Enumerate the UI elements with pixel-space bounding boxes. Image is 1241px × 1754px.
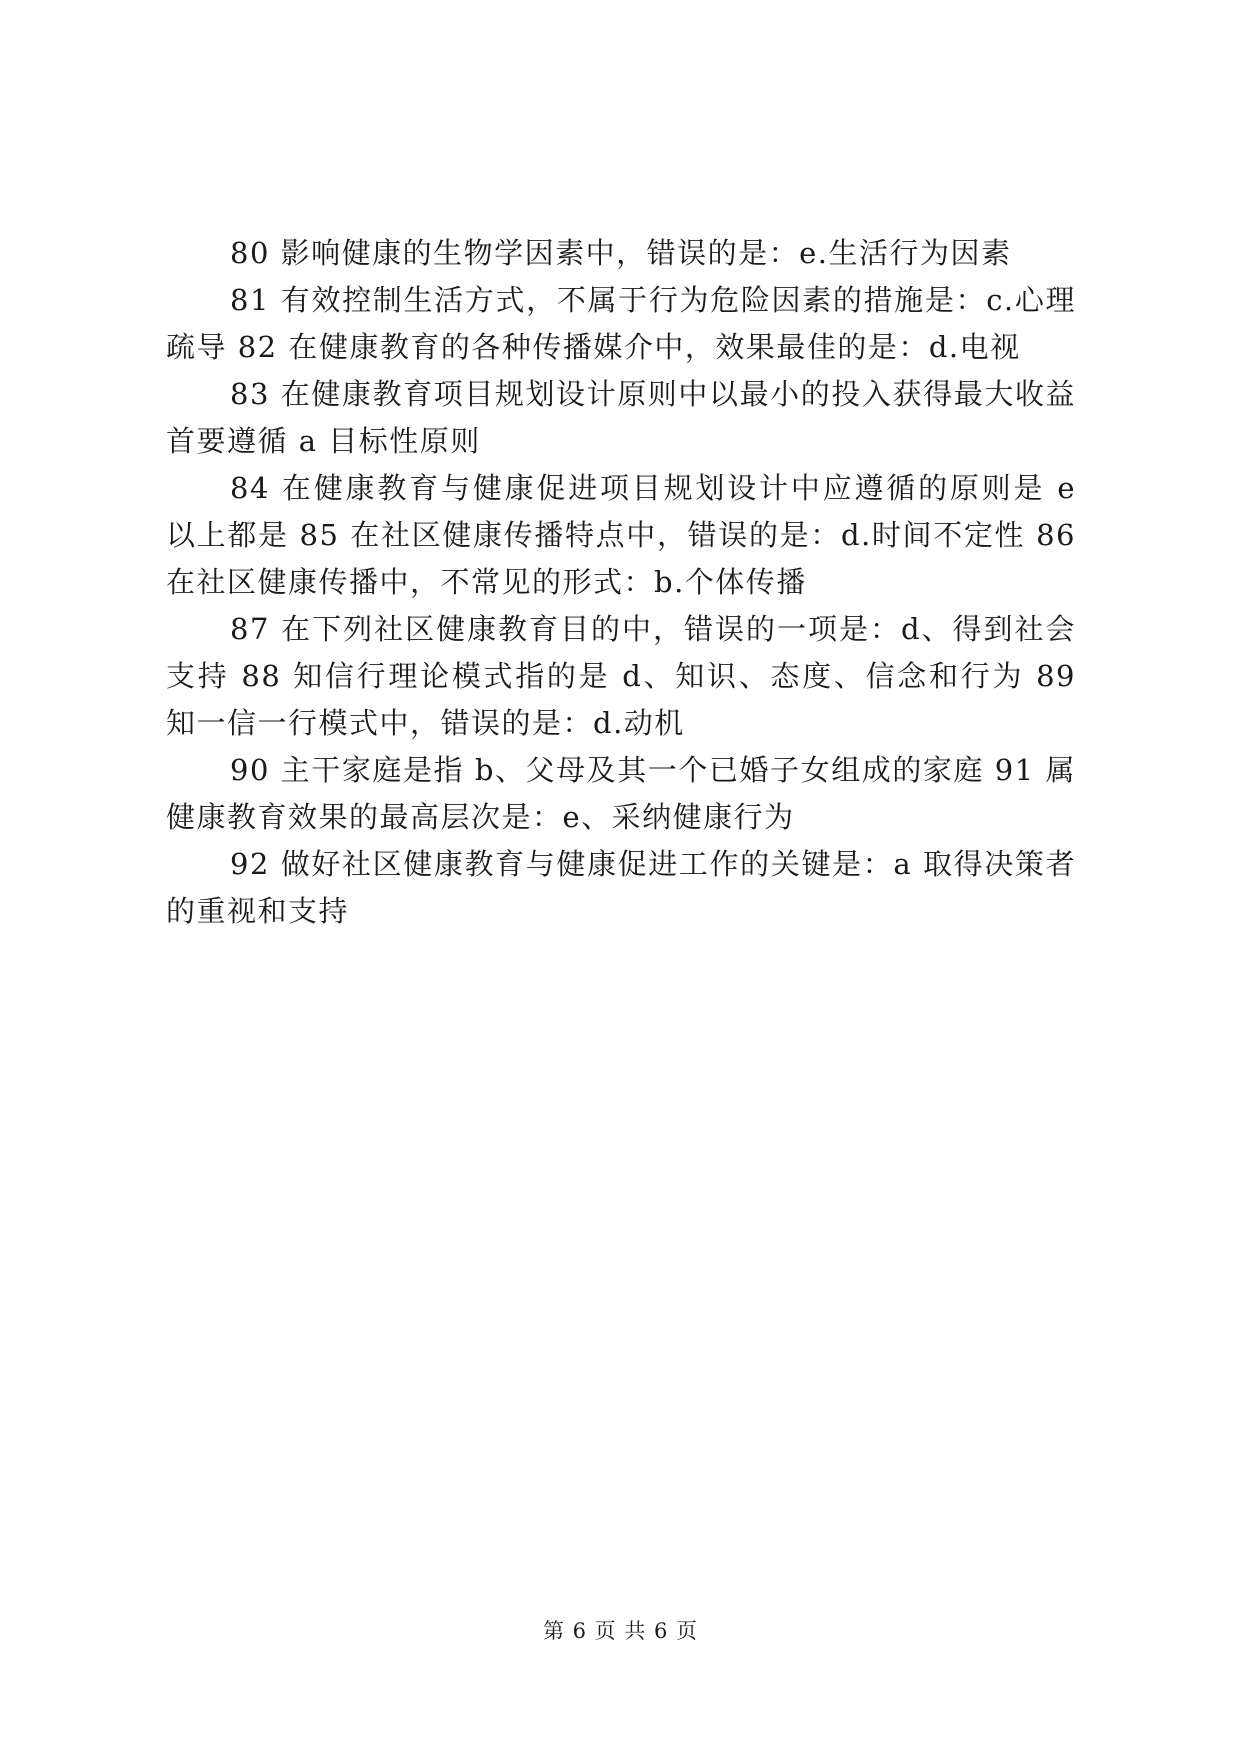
paragraph-83: 83 在健康教育项目规划设计原则中以最小的投入获得最大收益首要遵循 a 目标性原则 <box>166 377 1076 458</box>
paragraph-81-82: 81 有效控制生活方式，不属于行为危险因素的措施是：c.心理疏导 82 在健康教育的各种传播媒介中，效果最佳的是：d.电视 <box>166 283 1076 364</box>
paragraph-90-91: 90 主干家庭是指 b、父母及其一个已婚子女组成的家庭 91 属健康教育效果的最高层次是：e、采纳健康行为 <box>166 753 1076 834</box>
paragraph-87-89: 87 在下列社区健康教育目的中，错误的一项是：d、得到社会支持 88 知信行理论模式指的是 d、知识、态度、信念和行为 89 知一信一行模式中，错误的是：d.动机 <box>166 612 1076 740</box>
paragraph-92: 92 做好社区健康教育与健康促进工作的关键是：a 取得决策者的重视和支持 <box>166 847 1076 928</box>
page-number-footer: 第 6 页 共 6 页 <box>542 1619 699 1643</box>
document-body <box>166 230 1076 935</box>
paragraph-80: 80 影响健康的生物学因素中，错误的是：e.生活行为因素 <box>230 236 1012 270</box>
paragraph-84-86: 84 在健康教育与健康促进项目规划设计中应遵循的原则是 e 以上都是 85 在社区健康传播特点中，错误的是：d.时间不定性 86 在社区健康传播中，不常见的形式：b.个体传播 <box>166 471 1076 599</box>
